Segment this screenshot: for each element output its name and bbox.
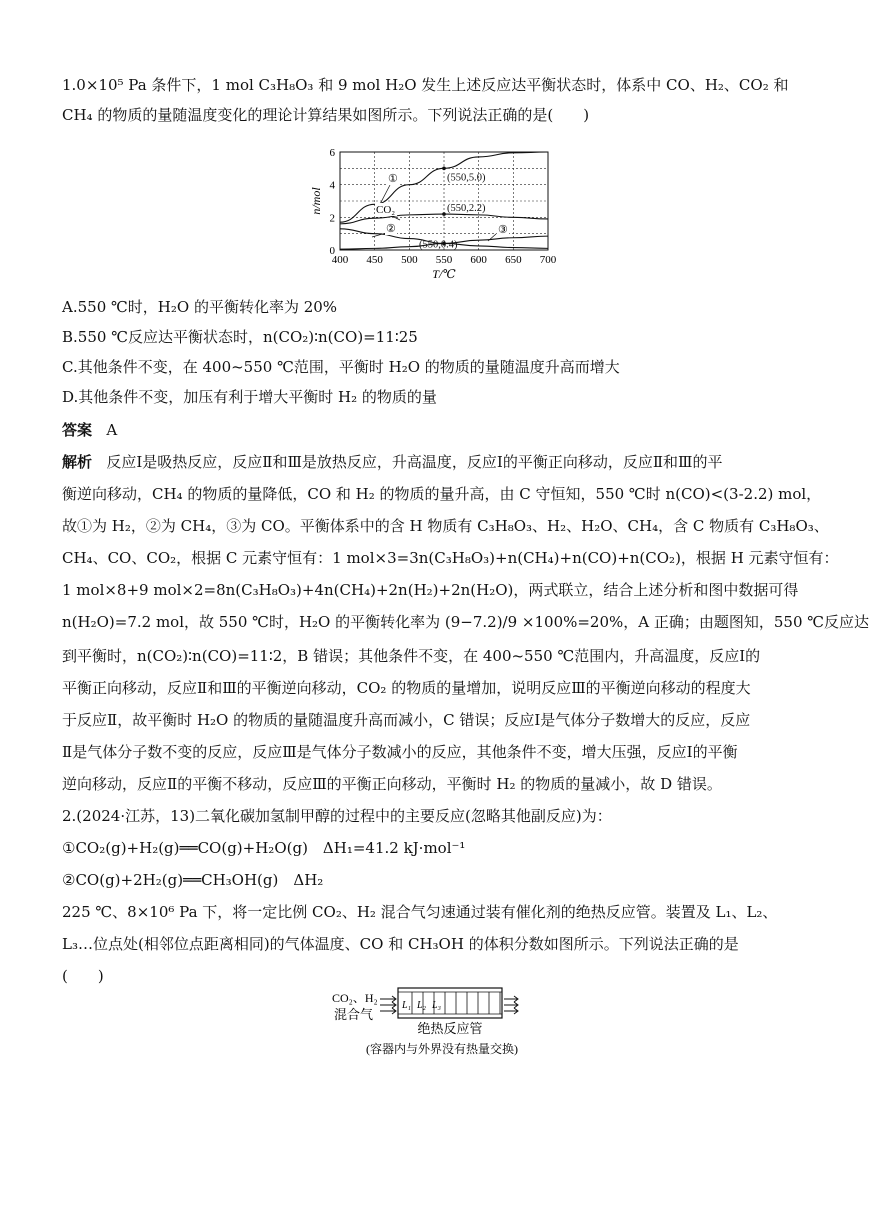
analysis-line-5: 1 mol×8+9 mol×2=8n(C₃H₈O₃)+4n(CH₄)+2n(H₂)+2n(H₂O)，两式联立，结合上述分析和图中数据可得 bbox=[62, 581, 799, 599]
y-tick-label: 6 bbox=[329, 147, 335, 159]
chart-labels bbox=[372, 172, 509, 250]
tube-label: 绝热反应管 bbox=[417, 1021, 483, 1036]
y-tick-label: 4 bbox=[329, 179, 335, 192]
analysis-line-9: 于反应Ⅱ，故平衡时 H₂O 的物质的量随温度升高而减小，C 错误；反应Ⅰ是气体分子数增大的反应，反应 bbox=[62, 711, 751, 729]
y-tick-label: 2 bbox=[329, 212, 335, 225]
x-tick-label: 700 bbox=[539, 254, 557, 266]
gas-label-1: CO₂、H₂ bbox=[332, 991, 378, 1005]
point-annotation: (550,0.4) bbox=[419, 239, 458, 251]
x-tick-label: 550 bbox=[435, 254, 453, 266]
series-name-label: ③ bbox=[498, 224, 508, 236]
analysis-line-3: 故①为 H₂，②为 CH₄，③为 CO。平衡体系中的含 H 物质有 C₃H₈O₃、H₂、H₂O、CH₄，含 C 物质有 C₃H₈O₃、 bbox=[62, 517, 829, 535]
reactor-note: (容器内与外界没有热量交换) bbox=[366, 1042, 518, 1056]
series-name-label: ② bbox=[386, 223, 396, 235]
point-annotation: (550,5.0) bbox=[447, 172, 486, 184]
analysis-label: 解析 bbox=[62, 453, 93, 471]
analysis-line-1 bbox=[62, 452, 723, 472]
x-tick-label: 400 bbox=[331, 254, 349, 266]
x-tick-label: 650 bbox=[505, 254, 522, 266]
reactor-svg bbox=[330, 985, 550, 1060]
analysis-text-1: 反应Ⅰ是吸热反应，反应Ⅱ和Ⅲ是放热反应，升高温度，反应Ⅰ的平衡正向移动，反应Ⅱ和Ⅲ的平 bbox=[106, 453, 723, 471]
analysis-line-11: 逆向移动，反应Ⅱ的平衡不移动，反应Ⅲ的平衡正向移动，平衡时 H₂ 的物质的量减小，故 D 错误。 bbox=[62, 775, 722, 793]
gas-label-2: 混合气 bbox=[334, 1007, 374, 1022]
q1-stem-line-2: CH₄ 的物质的量随温度变化的理论计算结果如图所示。下列说法正确的是( ) bbox=[62, 106, 590, 124]
equilibrium-chart bbox=[300, 138, 580, 292]
chart-svg bbox=[300, 138, 580, 288]
q2-reaction-1: ①CO₂(g)+H₂(g)══CO(g)+H₂O(g) ΔH₁=41.2 kJ·mol⁻¹ bbox=[62, 839, 466, 857]
q2-reaction-2: ②CO(g)+2H₂(g)══CH₃OH(g) ΔH₂ bbox=[62, 871, 324, 889]
option-a: A.550 ℃时，H₂O 的平衡转化率为 20% bbox=[62, 298, 338, 316]
y-axis-label: n/mol bbox=[309, 187, 323, 215]
series-name-label: ① bbox=[388, 173, 398, 185]
option-b: B.550 ℃反应达平衡状态时，n(CO₂)∶n(CO)=11∶25 bbox=[62, 328, 418, 346]
q2-line-5: L₃…位点处(相邻位点距离相同)的气体温度、CO 和 CH₃OH 的体积分数如图所示。下列说法正确的是 bbox=[62, 935, 739, 953]
x-tick-label: 600 bbox=[470, 254, 487, 266]
option-d: D.其他条件不变，加压有利于增大平衡时 H₂ 的物质的量 bbox=[62, 388, 437, 406]
point-annotation: (550,2.2) bbox=[447, 203, 486, 215]
reactor-tube bbox=[398, 988, 502, 1018]
position-l1: L₁ bbox=[402, 1000, 412, 1011]
analysis-line-6: n(H₂O)=7.2 mol，故 550 ℃时，H₂O 的平衡转化率为 (9−7.2)/9 ×100%=20%，A 正确；由题图知，550 ℃反应达 bbox=[62, 613, 870, 631]
answer-row bbox=[62, 420, 117, 440]
analysis-line-10: Ⅱ是气体分子数不变的反应，反应Ⅲ是气体分子数减小的反应，其他条件不变，增大压强，反应Ⅰ的平衡 bbox=[62, 743, 738, 761]
x-axis-label: T/℃ bbox=[432, 267, 456, 281]
inlet-arrows bbox=[380, 996, 396, 1014]
q2-line-1: 2.(2024·江苏，13)二氧化碳加氢制甲醇的过程中的主要反应(忽略其他副反应)为： bbox=[62, 807, 612, 825]
position-l3: L₃ bbox=[432, 1000, 442, 1011]
outlet-arrows bbox=[504, 996, 518, 1014]
series-name-label: CO₂ bbox=[376, 204, 396, 216]
answer-value: A bbox=[106, 421, 118, 439]
data-point bbox=[442, 212, 446, 216]
x-tick-label: 450 bbox=[366, 254, 383, 266]
series-line bbox=[340, 152, 548, 222]
q2-line-6: ( ) bbox=[62, 967, 104, 985]
analysis-line-2: 衡逆向移动，CH₄ 的物质的量降低，CO 和 H₂ 的物质的量升高，由 C 守恒知，550 ℃时 n(CO)<(3-2.2) mol， bbox=[62, 485, 822, 503]
x-tick-label: 500 bbox=[401, 254, 418, 266]
reactor-diagram bbox=[330, 985, 550, 1064]
analysis-line-4: CH₄、CO、CO₂，根据 C 元素守恒有：1 mol×3=3n(C₃H₈O₃)+n(CH₄)+n(CO)+n(CO₂)，根据 H 元素守恒有： bbox=[62, 549, 839, 567]
q2-line-4: 225 ℃、8×10⁶ Pa 下，将一定比例 CO₂、H₂ 混合气匀速通过装有催化剂的绝热反应管。装置及 L₁、L₂、 bbox=[62, 903, 778, 921]
analysis-line-7: 到平衡时，n(CO₂)∶n(CO)=11∶2，B 错误；其他条件不变，在 400~550 ℃范围内，升高温度，反应Ⅰ的 bbox=[62, 647, 761, 665]
analysis-line-8: 平衡正向移动，反应Ⅱ和Ⅲ的平衡逆向移动，CO₂ 的物质的量增加，说明反应Ⅲ的平衡逆向移动的程度大 bbox=[62, 679, 751, 697]
option-c: C.其他条件不变，在 400~550 ℃范围，平衡时 H₂O 的物质的量随温度升高而增大 bbox=[62, 358, 620, 376]
q1-stem-line-1: 1.0×10⁵ Pa 条件下，1 mol C₃H₈O₃ 和 9 mol H₂O 发生上述反应达平衡状态时，体系中 CO、H₂、CO₂ 和 bbox=[62, 76, 789, 94]
answer-label: 答案 bbox=[62, 421, 93, 439]
data-point bbox=[442, 167, 446, 171]
position-l2: L₂ bbox=[417, 1000, 427, 1011]
y-tick-label: 0 bbox=[329, 245, 335, 257]
